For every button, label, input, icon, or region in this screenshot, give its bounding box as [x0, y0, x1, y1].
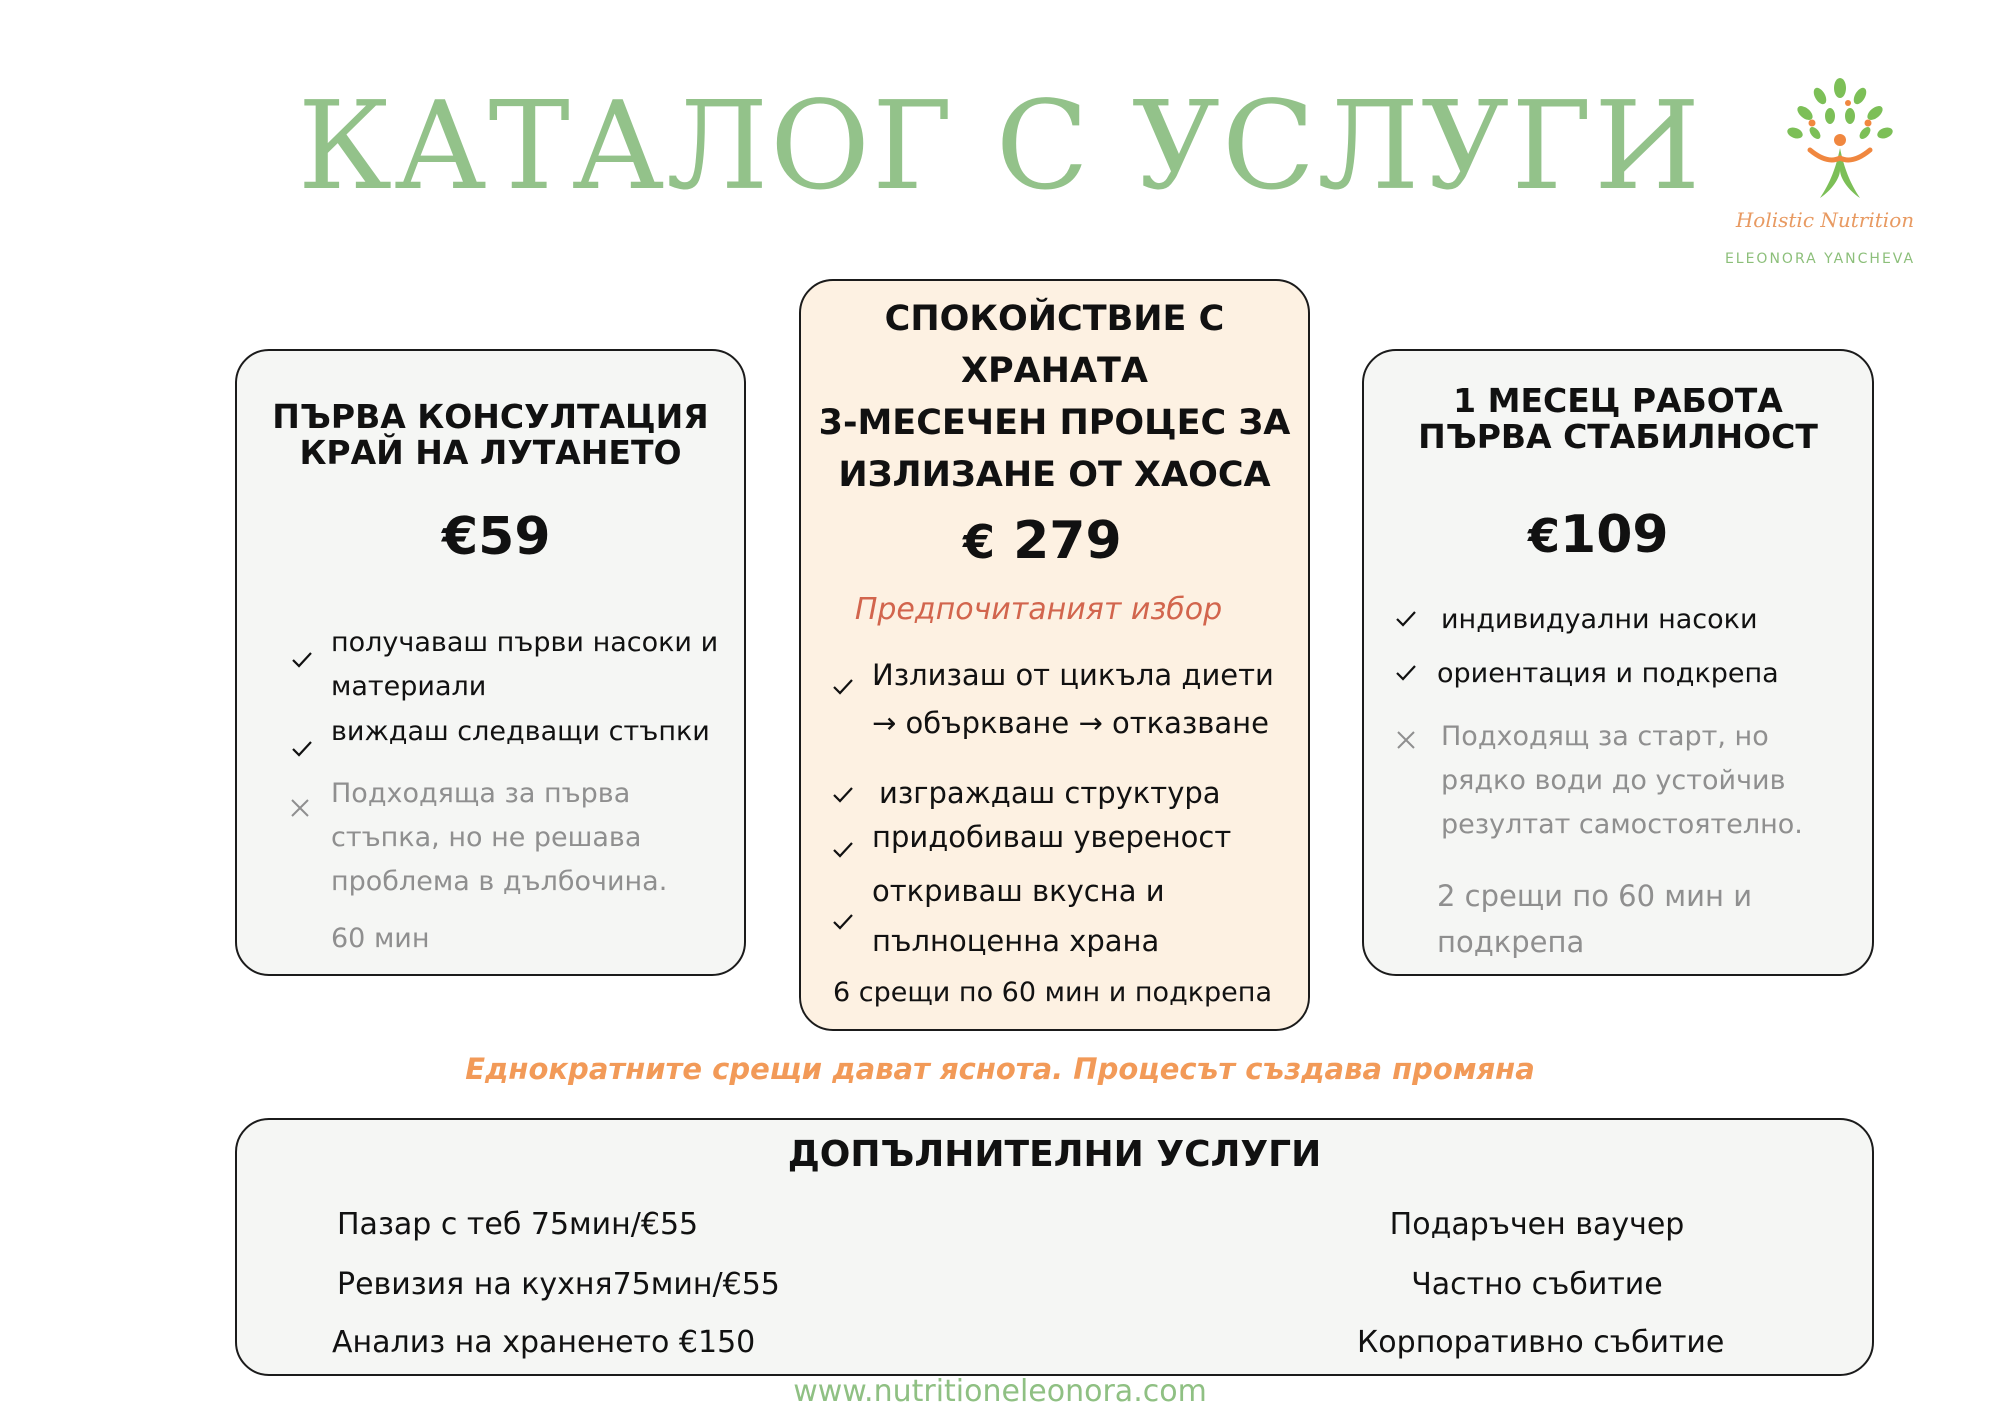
- logo-name: ELEONORA YANCHEVA: [1724, 251, 1916, 267]
- benefit-item: придобиваш увереност: [872, 820, 1232, 854]
- extra-service-item: Подаръчен ваучер: [1389, 1207, 1685, 1242]
- session-count: 2 срещи по 60 мин и подкрепа: [1437, 879, 1753, 959]
- card-title-line: КРАЙ НА ЛУТАНЕТО: [299, 433, 682, 472]
- check-icon: [830, 909, 856, 935]
- check-icon: [830, 674, 856, 700]
- benefit-item: откриваш вкусна и пълноценна храна: [872, 874, 1165, 958]
- check-icon: [830, 782, 856, 808]
- card-title: 1 МЕСЕЦ РАБОТА ПЪРВА СТАБИЛНОСТ: [1418, 381, 1818, 456]
- limitation-note: Подходяща за първа стъпка, но не решава проблема в дълбочина.: [331, 778, 668, 897]
- page-title: КАТАЛОГ С УСЛУГИ: [297, 75, 1703, 217]
- close-icon: [1393, 727, 1419, 753]
- preferred-choice-label: Предпочитаният избор: [854, 592, 1223, 627]
- session-duration: 60 мин: [331, 923, 430, 954]
- check-icon: [1393, 606, 1419, 632]
- benefit-item: индивидуални насоки: [1441, 604, 1758, 635]
- service-card-first-consultation: [235, 349, 746, 976]
- check-icon: [289, 736, 315, 762]
- logo-script-text: Holistic Nutrition: [1735, 208, 1915, 232]
- extra-services-title: ДОПЪЛНИТЕЛНИ УСЛУГИ: [787, 1134, 1322, 1175]
- website-link[interactable]: www.nutritioneleonora.com: [793, 1374, 1207, 1409]
- extra-service-item: Пазар с теб 75мин/€55: [337, 1207, 699, 1242]
- extra-service-item: Частно събитие: [1411, 1267, 1663, 1302]
- service-card-1-month: [1362, 349, 1874, 976]
- limitation-note: Подходящ за старт, но рядко води до устойчив резултат самостоятелно.: [1441, 721, 1803, 840]
- extra-service-item: Анализ на храненето €150: [332, 1325, 756, 1360]
- price: €59: [442, 507, 551, 567]
- close-icon: [287, 795, 313, 821]
- card-title: СПОКОЙСТВИЕ С ХРАНАТА 3-МЕСЕЧЕН ПРОЦЕС ЗА ИЗЛИЗАНЕ ОТ ХАОСА: [818, 299, 1291, 495]
- card-title-line: ПЪРВА КОНСУЛТАЦИЯ: [272, 397, 709, 436]
- extra-services-card: [235, 1118, 1874, 1376]
- tree-person-icon: [1740, 78, 1940, 278]
- check-icon: [1393, 660, 1419, 686]
- card-title: [237, 399, 744, 471]
- benefit-item: виждаш следващи стъпки: [331, 716, 710, 747]
- session-count: 6 срещи по 60 мин и подкрепа: [833, 977, 1272, 1008]
- extra-service-item: Ревизия на кухня75мин/€55: [337, 1267, 780, 1302]
- benefit-item: Излизаш от цикъла диети → объркване → отказване: [872, 658, 1274, 740]
- price: € 279: [963, 511, 1122, 571]
- check-icon: [830, 837, 856, 863]
- price: €109: [1528, 505, 1669, 565]
- extra-service-item: Корпоративно събитие: [1357, 1325, 1725, 1360]
- check-icon: [289, 647, 315, 673]
- tagline: Еднократните срещи дават яснота. Процесът създава промяна: [465, 1052, 1535, 1086]
- benefit-item: получаваш първи насоки и материали: [331, 627, 719, 702]
- service-card-3-month-process: [799, 279, 1310, 1031]
- benefit-item: изграждаш структура: [879, 776, 1221, 810]
- benefit-item: ориентация и подкрепа: [1437, 658, 1779, 689]
